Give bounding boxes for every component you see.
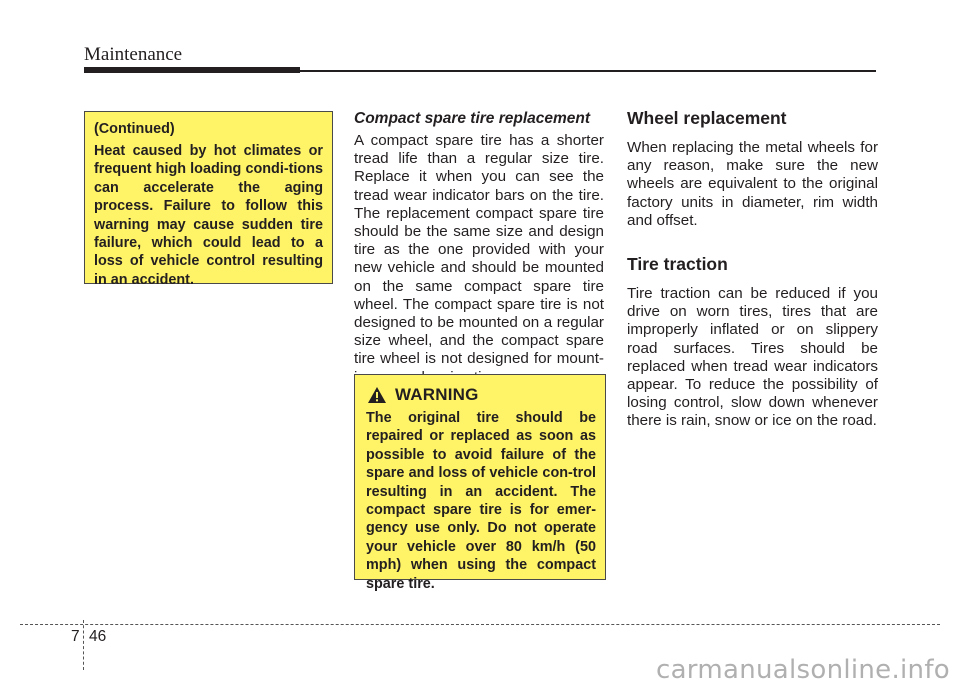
wheel-replacement-body: When replacing the metal wheels for any reason, make sure the new wheels are equivalent to the original factory units in diameter, rim width and offset. bbox=[627, 139, 878, 229]
compact-spare-section bbox=[354, 110, 604, 387]
watermark: carmanualsonline.info bbox=[655, 655, 950, 685]
tire-traction-title: Tire traction bbox=[627, 254, 728, 275]
page-header-title: Maintenance bbox=[84, 44, 183, 65]
compact-spare-title: Compact spare tire replacement bbox=[354, 110, 591, 127]
footer-page-number: 46 bbox=[89, 628, 107, 645]
warning-body: The original tire should be repaired or replaced as soon as possible to avoid failure of the spare and loss of vehicle con-trol resulting in an accident. The compact spare tire is for emer-gency use only. Do not operate your vehicle over 80 km/h (50 mph) when using the compact spare tire. bbox=[366, 410, 596, 592]
footer-vertical-dash bbox=[83, 620, 84, 670]
warning-title: WARNING bbox=[395, 385, 479, 404]
footer-section-number: 7 bbox=[71, 628, 80, 645]
warning-header bbox=[367, 385, 596, 405]
footer-dashed-rule bbox=[20, 624, 940, 625]
wheel-replacement-title: Wheel replacement bbox=[627, 108, 787, 128]
section-gap bbox=[627, 230, 878, 254]
header-rule-accent bbox=[84, 67, 300, 73]
right-column bbox=[627, 108, 878, 431]
continued-body: Heat caused by hot climates or frequent high loading condi-tions can accelerate the aging process. Failure to follow this warning may cause sudden tire failure, which could lead to a loss of vehicle control resulting in an accident. bbox=[94, 143, 323, 288]
compact-spare-body: A compact spare tire has a shorter tread life than a regular size tire. Replace it when you can see the tread wear indicator bars on the tire. The replacement compact spare tire should be the same size and design tire as the one provided with your new vehicle and should be mounted on the same compact spare tire wheel. The compact spare tire is not designed to be mounted on a regular size wheel, and the compact spare tire wheel is not designed for mount- bbox=[354, 132, 604, 368]
tire-traction-body: Tire traction can be reduced if you drive on worn tires, tires that are improperly inflated or on slippery road surfaces. Tires should be replaced when tread wear indicators appear. To reduce the possibility of losing control, slow down whenever there is rain, snow or ice on the road. bbox=[627, 285, 878, 430]
warning-box bbox=[354, 374, 606, 592]
continued-warning-box bbox=[84, 111, 333, 288]
continued-label: (Continued) bbox=[94, 121, 175, 137]
warning-triangle-icon bbox=[367, 386, 387, 404]
